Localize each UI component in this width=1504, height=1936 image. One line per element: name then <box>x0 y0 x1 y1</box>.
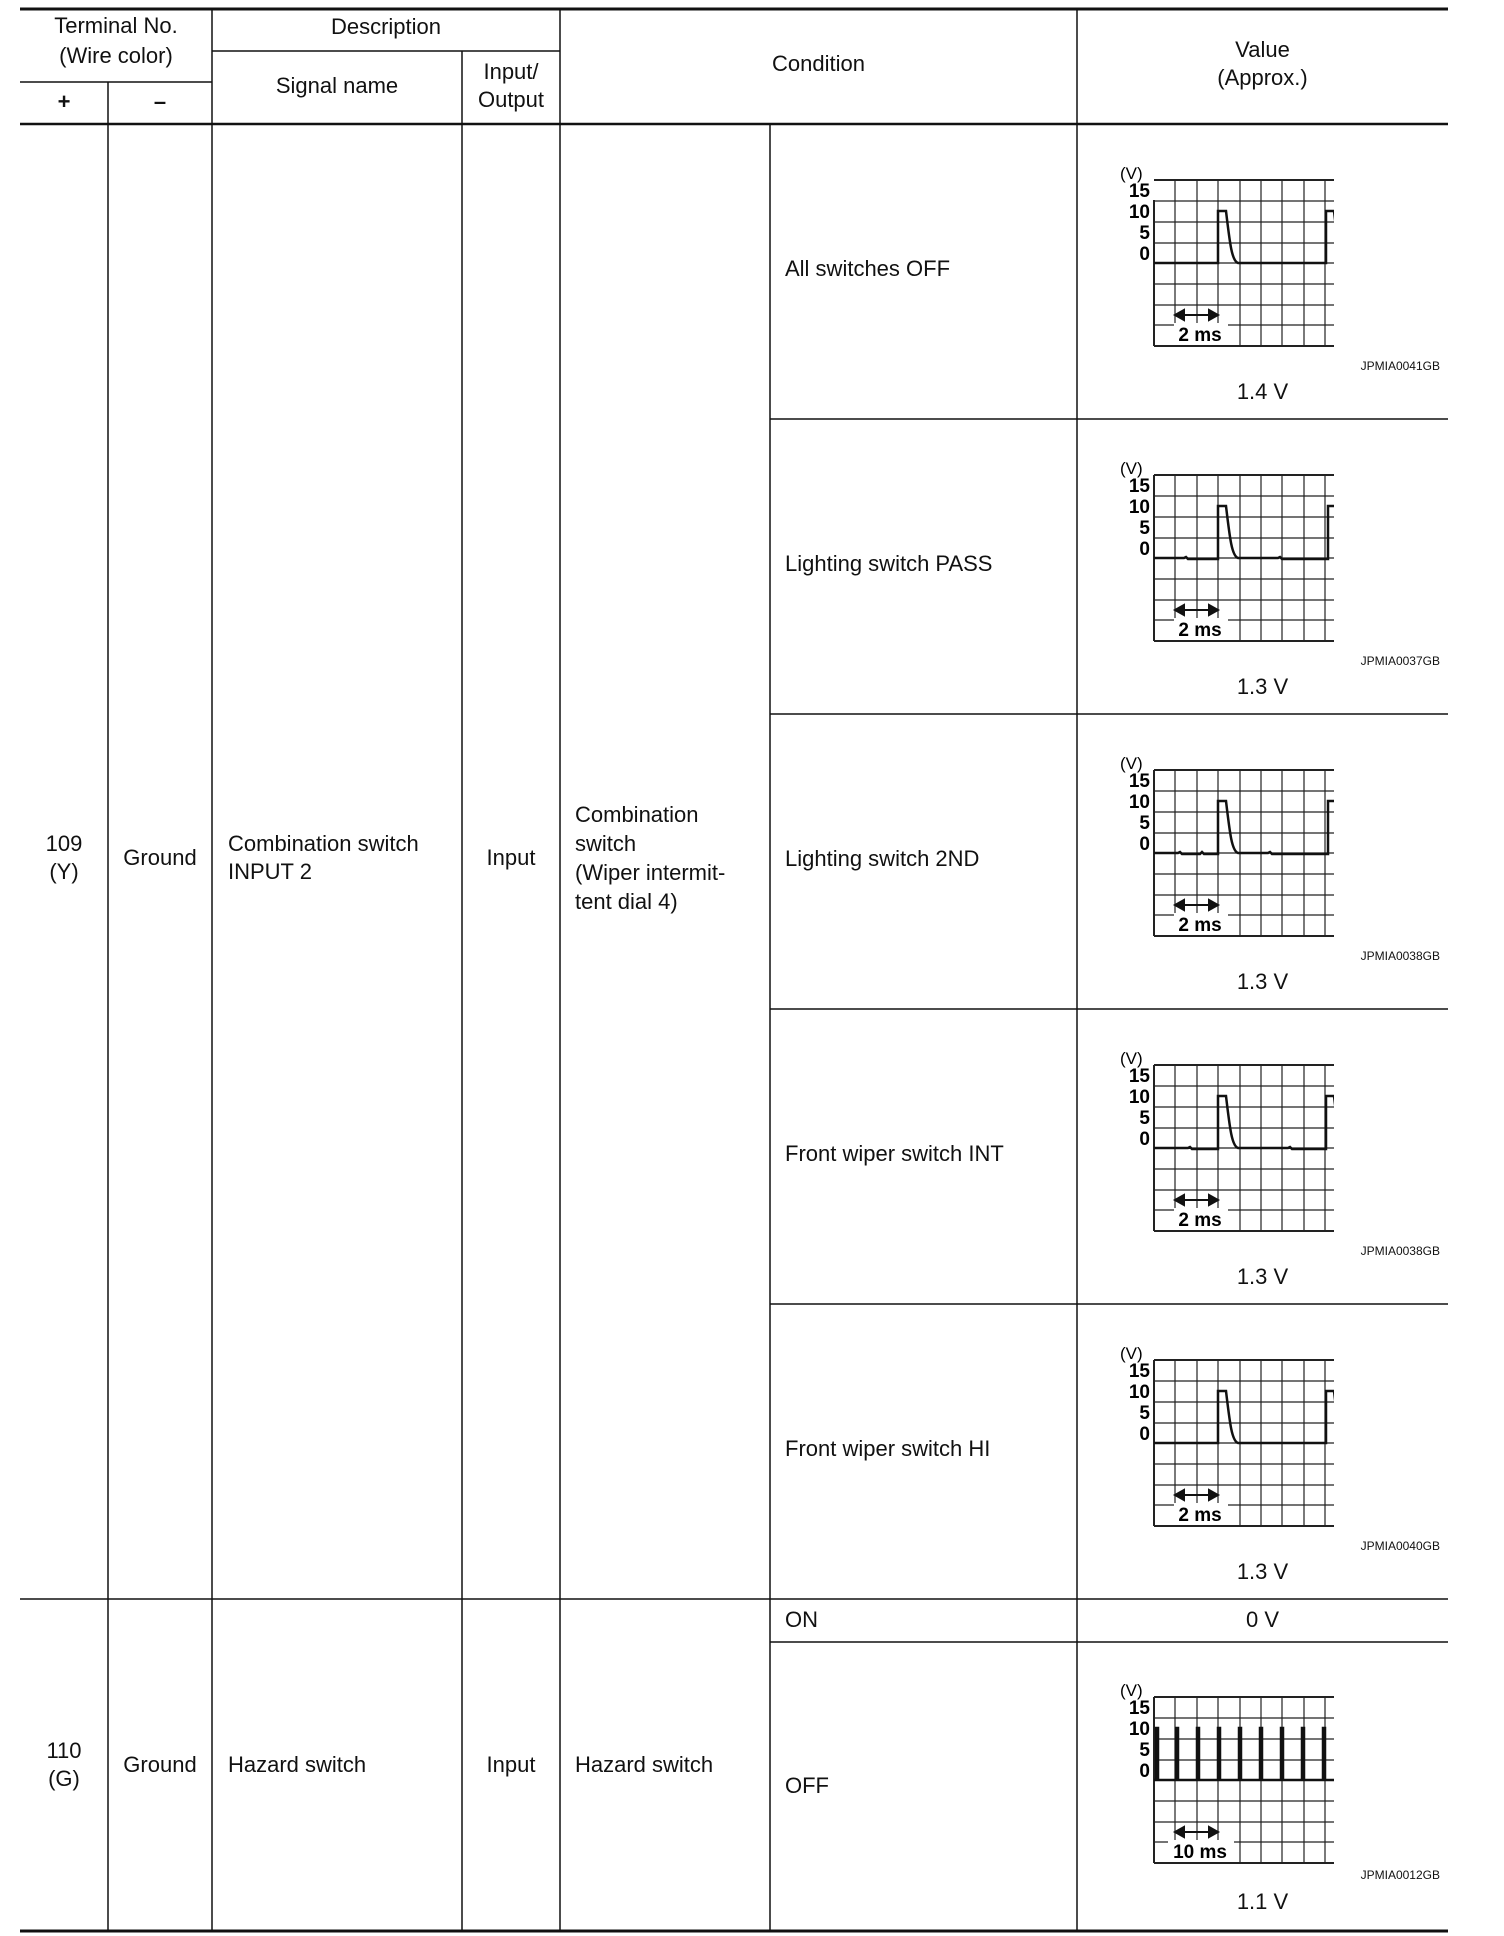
axis-unit: (V) <box>1120 460 1143 478</box>
sub-condition-label: Front wiper switch HI <box>785 1436 991 1461</box>
axis-tick: 15 <box>1128 771 1150 792</box>
axis-tick: 15 <box>1128 476 1150 497</box>
axis-tick: 0 <box>1139 1761 1150 1782</box>
header-value: Value <box>1235 37 1290 62</box>
figure-code: JPMIA0040GB <box>1360 1539 1440 1553</box>
approx-value: 1.1 V <box>1236 1889 1289 1914</box>
signal-name-109-line2: INPUT 2 <box>228 859 312 884</box>
header-terminal-no: Terminal No. <box>54 13 178 38</box>
waveform-graph <box>1118 1050 1334 1250</box>
approx-value: 1.4 V <box>1236 379 1289 404</box>
figure-code: JPMIA0038GB <box>1360 949 1440 963</box>
condition-110: Hazard switch <box>575 1752 714 1777</box>
ground-110: Ground <box>123 1752 197 1777</box>
axis-unit: (V) <box>1120 165 1143 183</box>
time-scale: 2 ms <box>1178 915 1222 936</box>
time-scale: 2 ms <box>1178 1505 1222 1526</box>
axis-tick: 15 <box>1128 181 1150 202</box>
time-scale: 2 ms <box>1178 325 1222 346</box>
axis-tick: 15 <box>1128 1698 1150 1719</box>
axis-tick: 5 <box>1139 223 1150 244</box>
sub-condition-label: Front wiper switch INT <box>785 1141 1004 1166</box>
figure-code: JPMIA0038GB <box>1360 1244 1440 1258</box>
condition-109-line4: tent dial 4) <box>575 889 678 914</box>
axis-tick: 10 <box>1128 792 1150 813</box>
axis-unit: (V) <box>1120 1682 1143 1700</box>
axis-tick: 5 <box>1139 1403 1150 1424</box>
waveform-graph <box>1118 1345 1334 1545</box>
header-wire-color: (Wire color) <box>59 43 173 68</box>
condition-109-line2: switch <box>575 831 637 856</box>
signal-name-109-line1: Combination switch <box>228 831 419 856</box>
figure-code: JPMIA0012GB <box>1360 1868 1440 1882</box>
input-output-109: Input <box>486 845 536 870</box>
axis-tick: 10 <box>1128 497 1150 518</box>
axis-tick: 0 <box>1139 1424 1150 1445</box>
approx-value: 1.3 V <box>1236 1559 1289 1584</box>
waveform-graph <box>1118 1682 1334 1882</box>
axis-unit: (V) <box>1120 1050 1143 1068</box>
axis-tick: 0 <box>1139 244 1150 265</box>
condition-109-line1: Combination <box>575 802 699 827</box>
axis-tick: 10 <box>1128 202 1150 223</box>
axis-tick: 5 <box>1139 1740 1150 1761</box>
figure-code: JPMIA0037GB <box>1360 654 1440 668</box>
signal-name-110: Hazard switch <box>228 1752 367 1777</box>
axis-tick: 10 <box>1128 1382 1150 1403</box>
time-scale: 2 ms <box>1178 620 1222 641</box>
header-signal-name: Signal name <box>275 73 399 98</box>
approx-value: 1.3 V <box>1236 969 1289 994</box>
header-approx: (Approx.) <box>1217 65 1308 90</box>
waveform-graph <box>1118 460 1334 660</box>
approx-value: 1.3 V <box>1236 674 1289 699</box>
axis-tick: 5 <box>1139 518 1150 539</box>
axis-tick: 10 <box>1128 1719 1150 1740</box>
waveform-graph <box>1118 165 1334 365</box>
terminal-110: 110 <box>46 1738 82 1763</box>
axis-tick: 0 <box>1139 1129 1150 1150</box>
figure-code: JPMIA0041GB <box>1360 359 1440 373</box>
header-description: Description <box>330 14 442 39</box>
axis-unit: (V) <box>1120 1345 1143 1363</box>
sub-condition-label: Lighting switch 2ND <box>785 846 980 871</box>
sub-condition-on: ON <box>785 1607 818 1632</box>
header-input-output-1: Input/ <box>483 59 539 84</box>
value-on: 0 V <box>1245 1607 1280 1632</box>
axis-tick: 5 <box>1139 1108 1150 1129</box>
sub-condition-label: All switches OFF <box>785 256 951 281</box>
header-input-output-2: Output <box>477 87 545 112</box>
condition-109-line3: (Wiper intermit- <box>575 860 726 885</box>
header-plus: + <box>57 89 71 114</box>
axis-tick: 5 <box>1139 813 1150 834</box>
input-output-110: Input <box>486 1752 536 1777</box>
approx-value: 1.3 V <box>1236 1264 1289 1289</box>
waveform-graph <box>1118 755 1334 955</box>
axis-unit: (V) <box>1120 755 1143 773</box>
time-scale: 10 ms <box>1173 1842 1227 1863</box>
axis-tick: 10 <box>1128 1087 1150 1108</box>
sub-condition-label: Lighting switch PASS <box>785 551 993 576</box>
header-condition: Condition <box>772 51 865 76</box>
sub-condition-off: OFF <box>785 1773 829 1798</box>
axis-tick: 15 <box>1128 1066 1150 1087</box>
wire-color-110: (G) <box>48 1766 80 1791</box>
header-minus: – <box>153 89 167 114</box>
axis-tick: 0 <box>1139 539 1150 560</box>
axis-tick: 15 <box>1128 1361 1150 1382</box>
ground-109: Ground <box>123 845 197 870</box>
wire-color-109: (Y) <box>49 859 79 884</box>
time-scale: 2 ms <box>1178 1210 1222 1231</box>
axis-tick: 0 <box>1139 834 1150 855</box>
terminal-109: 109 <box>45 831 83 856</box>
